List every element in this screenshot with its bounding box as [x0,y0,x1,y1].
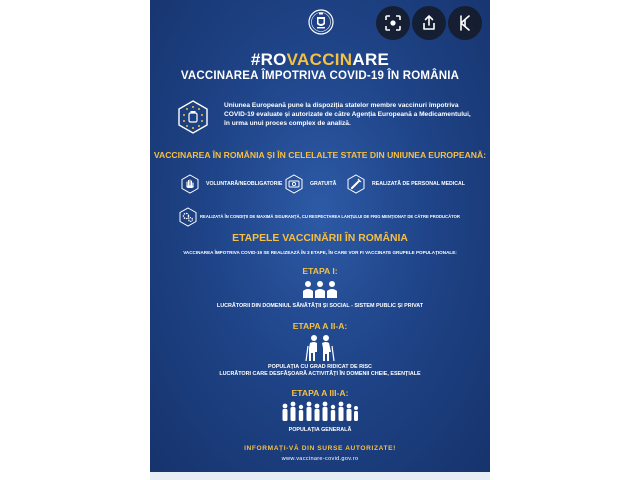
romanian-government-crest-icon [308,8,334,36]
feature-free-label: GRATUITĂ [310,181,337,187]
vaccination-poster [150,0,490,472]
elderly-couple-icon [305,334,335,362]
stage-2-title: ETAPA A II-A: [292,321,348,331]
gears-icon [178,207,198,227]
lens-scan-icon [384,14,402,32]
campaign-hashtag: #ROVACCINARE [250,50,390,69]
syringe-icon [346,174,366,194]
footer-warning: INFORMAȚI-VĂ DIN SURSE AUTORIZATE! [244,445,396,452]
stage-1-description: LUCRĂTORII DIN DOMENIUL SĂNĂTĂȚII ȘI SOCIAL - SISTEM PUBLIC ȘI PRIVAT [216,303,424,309]
money-icon [284,174,304,194]
image-bottom-strip [150,472,490,480]
eu-heading: VACCINAREA ÎN ROMÂNIA ȘI ÎN CELELALTE STATE DIN UNIUNEA EUROPEANĂ: [153,150,487,160]
stage-1-title: ETAPA I: [302,266,338,276]
stages-intro: VACCINAREA ÎMPOTRIVA COVID-19 SE REALIZEAZĂ ÎN 3 ETAPE, ÎN CARE VOR FI VACCINATE GRUPELE POPULAȚIONALE: [183,250,457,255]
poster-title: VACCINAREA ÎMPOTRIVA COVID-19 ÎN ROMÂNIA [180,70,460,82]
stage-2-description: POPULAȚIA CU GRAD RIDICAT DE RISC LUCRĂTORI CARE DESFĂȘOARĂ ACTIVITĂȚI ÎN DOMENII CHEIE, ESENȚIALE [219,364,421,377]
hand-icon [180,174,200,194]
stage-3-title: ETAPA A III-A: [291,388,349,398]
lens-scan-button[interactable] [376,6,410,40]
healthcare-workers-icon [302,280,338,298]
hashtag-highlight: VACCIN [286,50,353,69]
feature-medical-staff [346,174,465,194]
more-button[interactable] [448,6,482,40]
footer-url[interactable]: www.vaccinare-covid.gov.ro [281,456,359,462]
crowd-icon [280,400,360,422]
feature-voluntary-label: VOLUNTARĂ/NEOBLIGATORIE [206,181,283,187]
feature-voluntary [180,174,282,194]
eu-intro-block [176,98,476,138]
feature-free [284,174,336,194]
stage-3-description: POPULAȚIA GENERALĂ [288,427,352,433]
eu-vaccine-hexagon-icon [176,100,210,134]
stages-heading: ETAPELE VACCINĂRII ÎN ROMÂNIA [232,233,408,244]
more-icon [456,14,474,32]
feature-medical-staff-label: REALIZATĂ DE PERSONAL MEDICAL [372,181,465,187]
share-button[interactable] [412,6,446,40]
eu-intro-text: Uniunea Europeană pune la dispoziția statelor membre vaccinuri împotriva COVID-19 evaluate și autorizate de către Agenția Europeană a Medicamentului, în urma unui proces complex de analiză. [224,102,471,127]
share-icon [420,14,438,32]
safety-label: REALIZATĂ ÎN CONDIȚII DE MAXIMĂ SIGURANȚĂ, CU RESPECTAREA LANȚULUI DE FRIG MENȚIONAT DE CĂTRE PRODUCĂTOR [200,214,460,219]
